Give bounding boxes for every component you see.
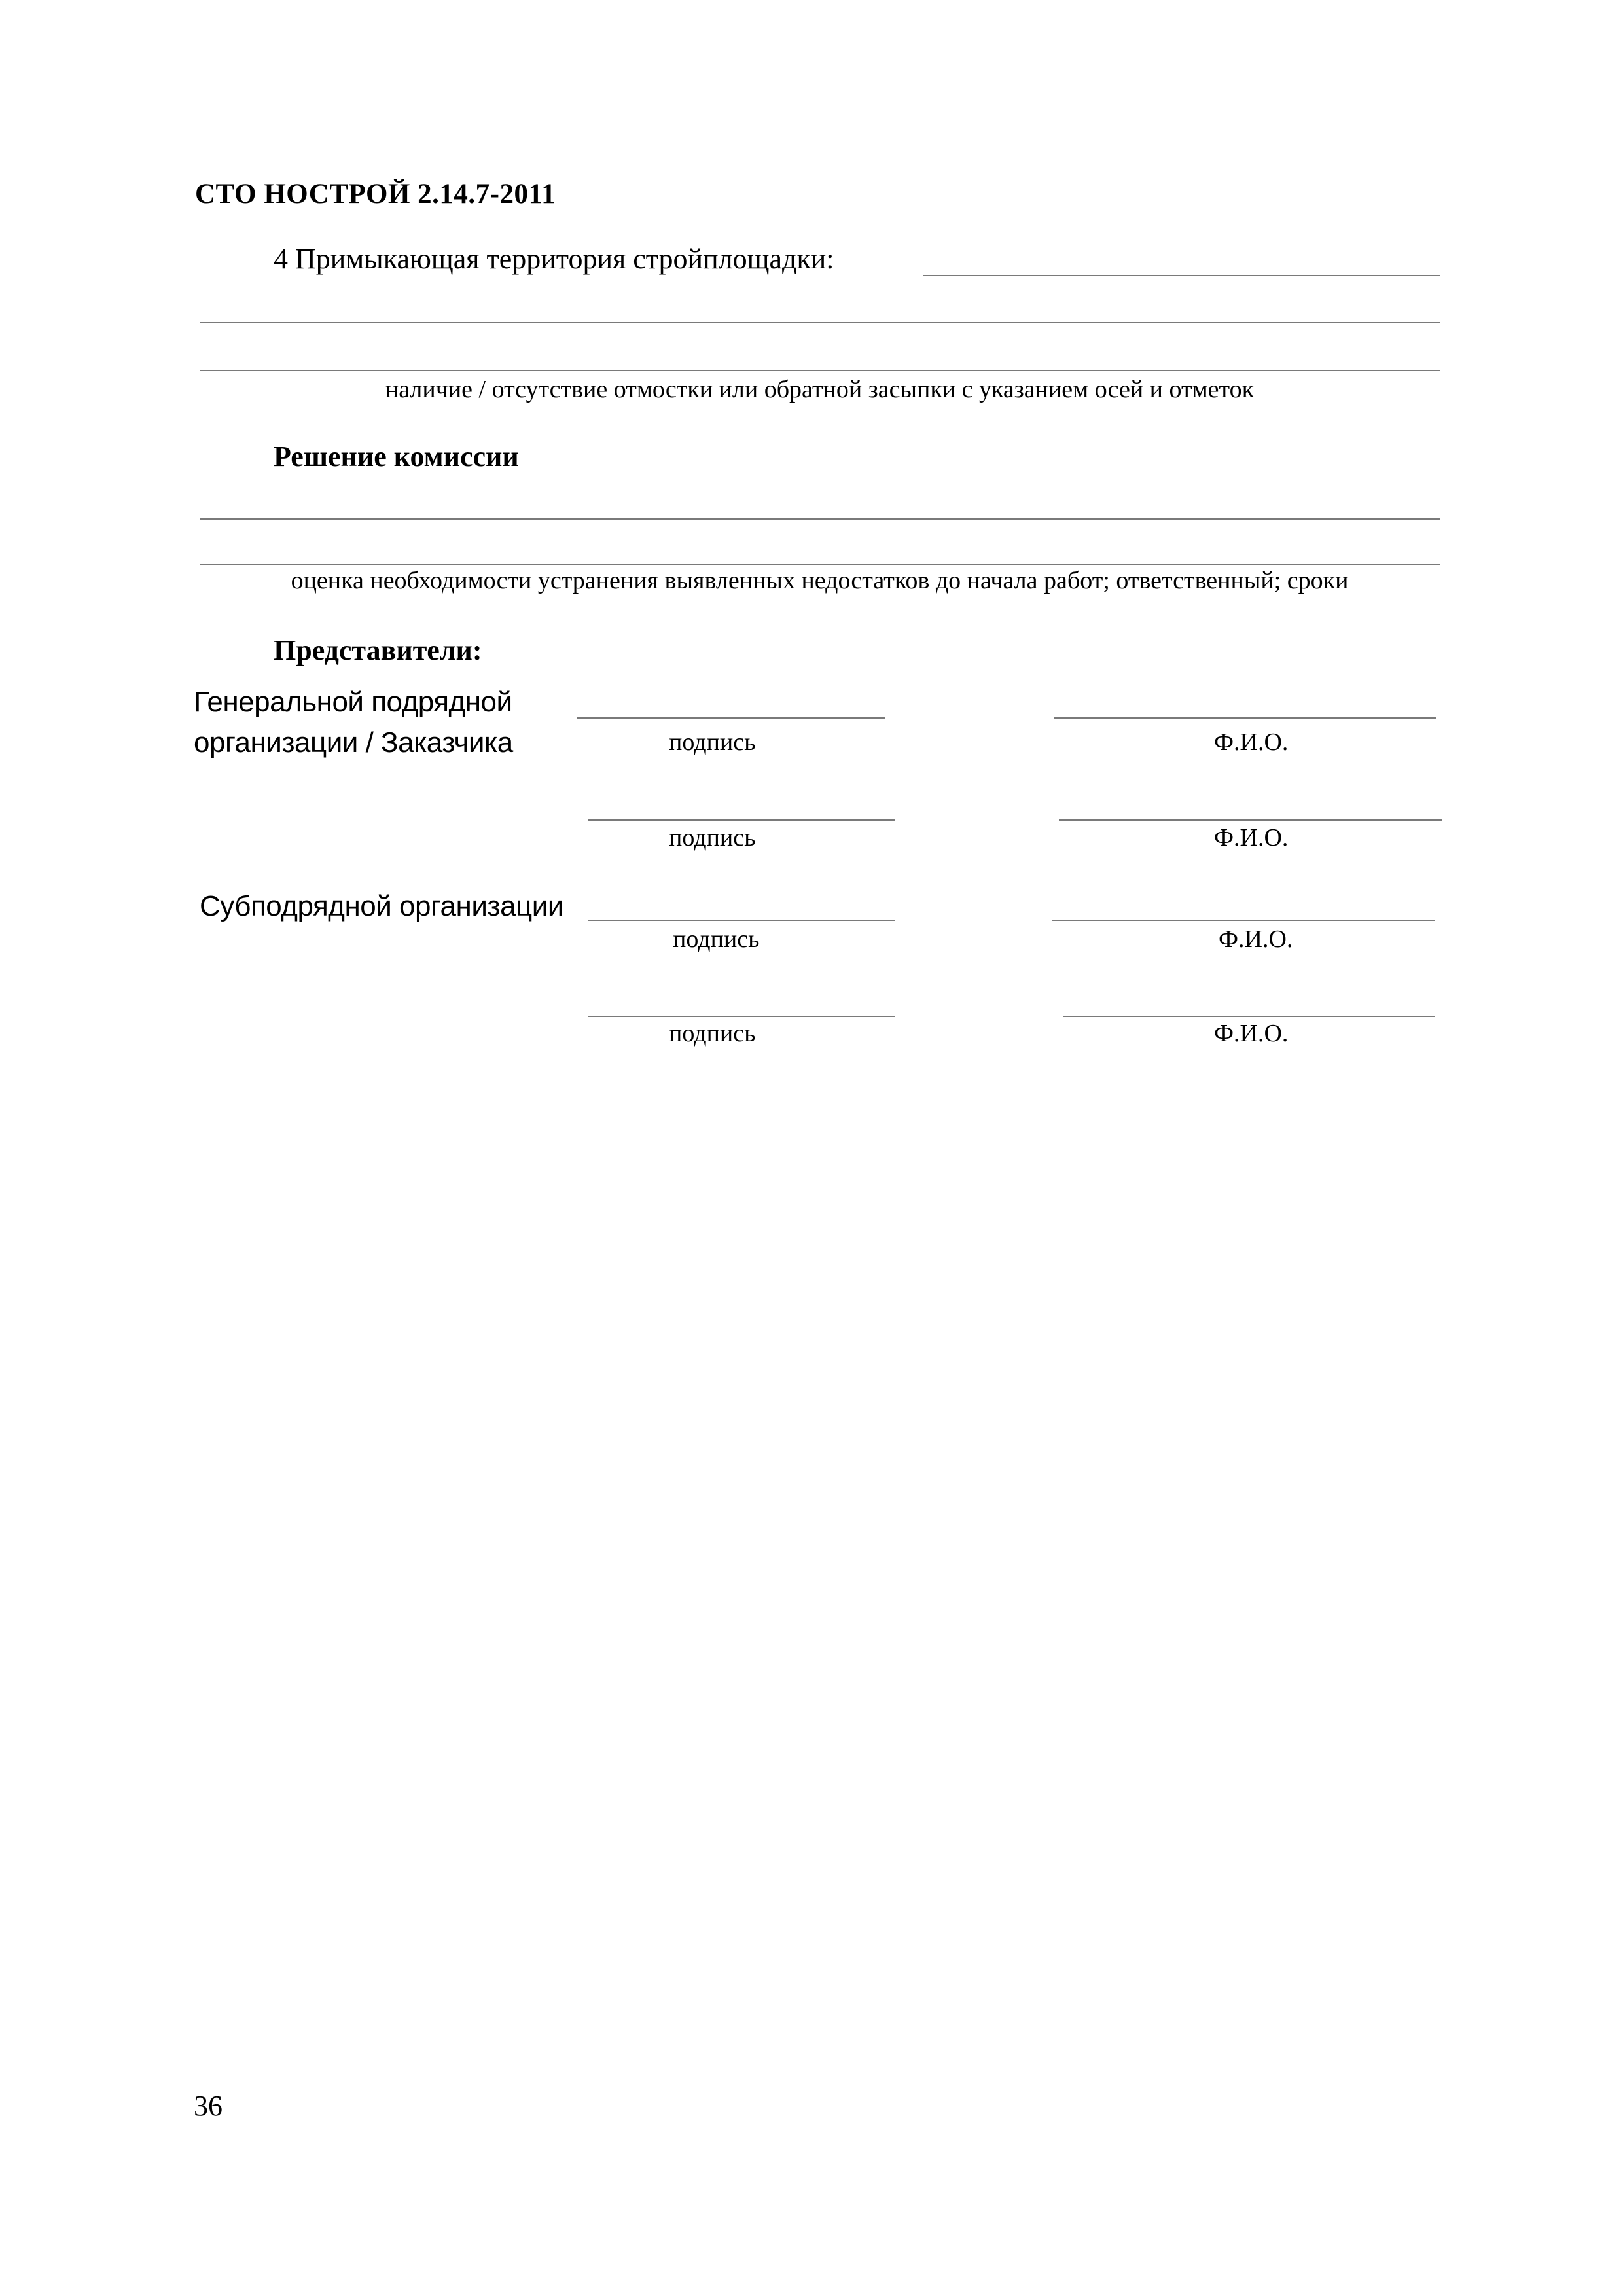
general-org-name-line-1 (1054, 717, 1436, 719)
general-org-signature-line-1 (577, 717, 885, 719)
name-caption: Ф.И.О. (1214, 824, 1289, 852)
territory-field-line-3 (200, 370, 1440, 371)
territory-label: 4 Примыкающая территория стройплощадки: (274, 243, 834, 275)
territory-field-line-2 (200, 322, 1440, 323)
sub-org-name-line-2 (1063, 1016, 1435, 1017)
general-org-label (194, 682, 513, 763)
sub-org-signature-line-1 (588, 920, 895, 921)
signature-caption: подпись (669, 728, 756, 756)
signature-caption: подпись (673, 925, 760, 953)
decision-field-line-2 (200, 564, 1440, 565)
signature-caption: подпись (669, 1020, 756, 1047)
decision-caption: оценка необходимости устранения выявленных недостатков до начала работ; ответственный; сроки (291, 567, 1349, 594)
name-caption: Ф.И.О. (1219, 925, 1293, 953)
sub-org-signature-line-2 (588, 1016, 895, 1017)
general-org-signature-line-2 (588, 819, 895, 821)
sub-org-name-line-1 (1052, 920, 1435, 921)
general-org-name-line-2 (1059, 819, 1442, 821)
signature-caption: подпись (669, 824, 756, 852)
name-caption: Ф.И.О. (1214, 1020, 1289, 1047)
territory-caption: наличие / отсутствие отмостки или обратной засыпки с указанием осей и отметок (385, 376, 1255, 403)
name-caption: Ф.И.О. (1214, 728, 1289, 756)
general-org-label-line-1: Генеральной подрядной (194, 686, 512, 718)
sub-org-label: Субподрядной организации (200, 890, 563, 922)
territory-field-line-1 (923, 275, 1440, 276)
page-number: 36 (194, 2090, 223, 2122)
representatives-title: Представители: (274, 634, 482, 666)
doc-code: СТО НОСТРОЙ 2.14.7-2011 (195, 179, 556, 209)
decision-title: Решение комиссии (274, 440, 519, 473)
decision-field-line-1 (200, 518, 1440, 520)
general-org-label-line-2: организации / Заказчика (194, 726, 513, 759)
